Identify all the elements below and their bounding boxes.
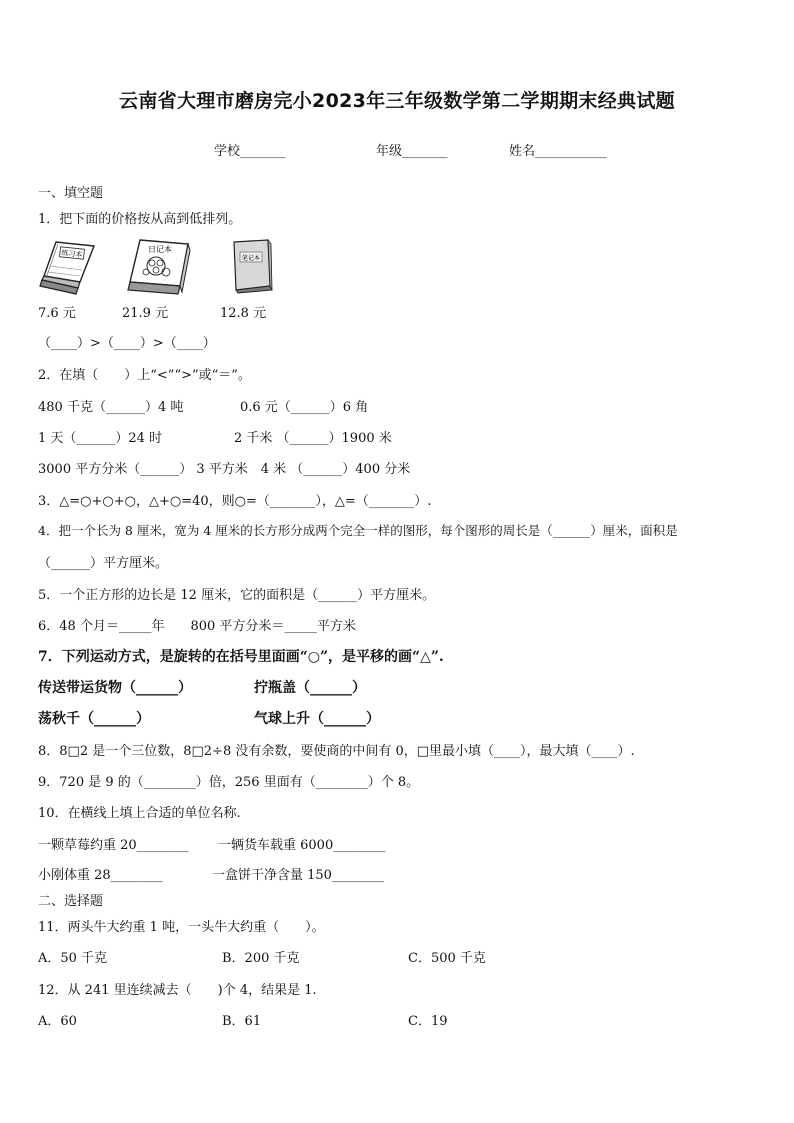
name-field: 姓名___________ bbox=[509, 144, 607, 159]
question-12: 12．从 241 里连续减去（ )个 4，结果是 1. bbox=[38, 983, 317, 998]
school-field: 学校_______ bbox=[214, 144, 286, 159]
question-11: 11．两头牛大约重 1 吨，一头牛大约重（ ）。 bbox=[38, 920, 325, 935]
question-12-option-a: A．60 bbox=[38, 1014, 77, 1029]
question-4-line-1: 4．把一个长为 8 厘米，宽为 4 厘米的长方形分成两个完全一样的图形，每个图形的周长是（______）厘米，面积是 bbox=[38, 523, 678, 538]
page-title: 云南省大理市磨房完小2023年三年级数学第二学期期末经典试题 bbox=[119, 90, 675, 112]
question-1: 1．把下面的价格按从高到低排列。 bbox=[38, 212, 242, 227]
question-10-biscuits: 一盒饼干净含量 150________ bbox=[212, 868, 384, 883]
question-12-option-b: B．61 bbox=[222, 1014, 262, 1029]
notebook-label: 笔记本 bbox=[241, 255, 261, 262]
question-2-row-1b: 0.6 元（______）6 角 bbox=[240, 400, 369, 415]
question-2-row-2a: 1 天（______）24 时 bbox=[38, 431, 163, 446]
diary-image bbox=[126, 236, 192, 298]
price-diary: 21.9 元 bbox=[122, 306, 169, 321]
question-10: 10．在横线上填上合适的单位名称. bbox=[38, 806, 241, 821]
question-3: 3．△=○+○+○，△+○=40，则○=（_______），△=（_______）. bbox=[38, 494, 432, 509]
question-2-row-3: 3000 平方分米（______） 3 平方米 4 米 （______）400 分米 bbox=[38, 462, 411, 477]
diary-label: 日记本 bbox=[148, 245, 172, 254]
price-notebook: 12.8 元 bbox=[220, 306, 267, 321]
exercise-book-label: 练习本 bbox=[61, 248, 83, 260]
question-5: 5．一个正方形的边长是 12 厘米，它的面积是（______）平方厘米。 bbox=[38, 588, 436, 603]
price-exercise-book: 7.6 元 bbox=[38, 306, 76, 321]
question-9: 9．720 是 9 的（________）倍，256 里面有（________）个 8。 bbox=[38, 775, 420, 790]
question-10-truck: 一辆货车载重 6000________ bbox=[218, 838, 386, 853]
question-7-swing: 荡秋千（______） bbox=[38, 711, 150, 727]
question-11-option-a: A．50 千克 bbox=[38, 951, 108, 966]
grade-field: 年级_______ bbox=[376, 144, 448, 159]
question-1-blanks: （____）>（____）>（____） bbox=[38, 336, 216, 351]
question-8: 8．8□2 是一个三位数，8□2÷8 没有余数，要使商的中间有 0，□里最小填（____），最大填（____）. bbox=[38, 744, 635, 759]
exercise-book-image bbox=[36, 236, 98, 298]
question-11-option-b: B．200 千克 bbox=[222, 951, 300, 966]
question-2-row-1a: 480 千克（______）4 吨 bbox=[38, 400, 184, 415]
question-7-bottle-cap: 拧瓶盖（______） bbox=[254, 680, 366, 696]
section-choice-heading: 二、选择题 bbox=[38, 894, 104, 909]
question-7-balloon: 气球上升（______） bbox=[254, 711, 380, 727]
question-7: 7．下列运动方式，是旋转的在括号里面画“○”，是平移的画“△”. bbox=[38, 649, 444, 665]
question-7-conveyor: 传送带运货物（______） bbox=[38, 680, 192, 696]
question-4-line-2: （______）平方厘米。 bbox=[38, 556, 169, 571]
question-10-xiaogang: 小刚体重 28________ bbox=[38, 868, 163, 883]
question-12-option-c: C．19 bbox=[408, 1014, 448, 1029]
question-2-row-2b: 2 千米 （______）1900 米 bbox=[234, 431, 392, 446]
question-2: 2．在填（ ）上“<”“>”或“＝”。 bbox=[38, 368, 251, 383]
question-10-strawberry: 一颗草莓约重 20________ bbox=[38, 838, 189, 853]
question-11-option-c: C．500 千克 bbox=[408, 951, 486, 966]
section-fill-blank-heading: 一、填空题 bbox=[38, 186, 104, 201]
notebook-image bbox=[228, 238, 274, 294]
question-6: 6．48 个月＝_____年 800 平方分米＝_____平方米 bbox=[38, 619, 356, 634]
